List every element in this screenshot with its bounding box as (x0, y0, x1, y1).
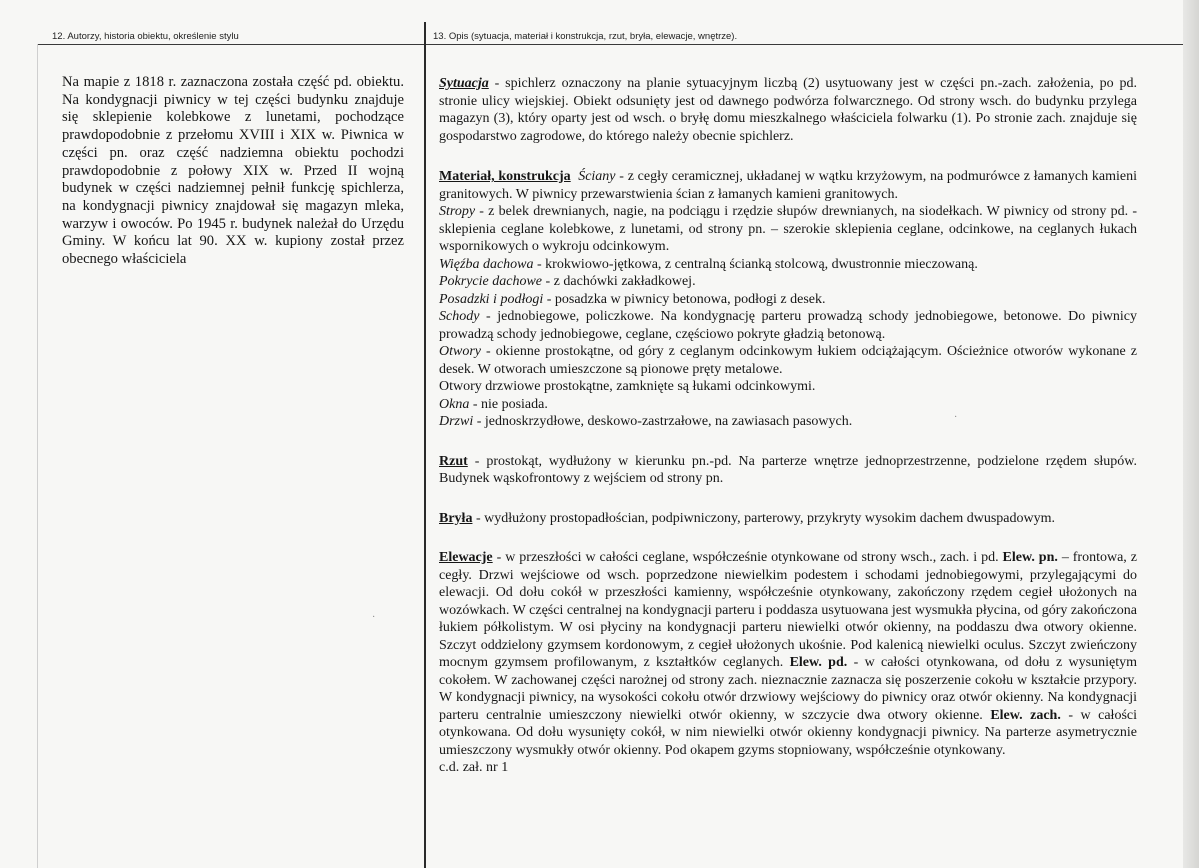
history-text: Na mapie z 1818 r. zaznaczona została część pd. obiektu. Na kondygnacji piwnicy w tej części budynku znajduje się sklepienie kolebkowe z lunetami, pochodzące prawdopodobnie z przełomu XVIII i XIX w. Piwnica w części pn. oraz część nadziemna obiektu pochodzi prawdopodobnie z połowy XIX w. Przed II wojną budynek w części nadziemnej pełnił funkcję spichlerza, na kondygnacji piwnicy znajdował się magazyn mleka, warzyw i owoców. Po 1945 r. budynek należał do Urzędu Gminy. W końcu lat 90. XX w. kupiony został przez obecnego właściciela (62, 74, 404, 268)
windows-paragraph (439, 396, 1137, 414)
elewacje-text-1: - w przeszłości w całości ceglane, współcześnie otynkowane od strony wsch., zach. i pd. (492, 550, 1003, 565)
material-paragraph (439, 168, 1137, 203)
rzut-heading: Rzut (439, 453, 468, 469)
door-openings-text: Otwory drzwiowe prostokątne, zamknięte są łukami odcinkowymi. (439, 379, 816, 394)
windows-label: Okna (439, 396, 470, 412)
elewacja-pd-label: Elew. pd. (789, 655, 848, 670)
roofing-label: Pokrycie dachowe (439, 274, 543, 289)
floors-paragraph (439, 291, 1137, 309)
floors-text: - posadzka w piwnicy betonowa, podłogi z desek. (543, 291, 826, 307)
elewacja-zach-label: Elew. zach. (990, 707, 1061, 723)
ceilings-text: - z belek drewnianych, nagie, na podciągu i rzędzie słupów drewnianych, na siodełkach. W piwnicy od strony pd. - sklepienia ceglane kolebkowe, z lunetami, od strony pn. – szerokie sklepienia ceglane, odcinkowe, na ceglanych łukach wspornikowych o wykroju odcinkowym. (439, 204, 1137, 254)
elewacje-heading: Elewacje (439, 550, 493, 565)
table-left-rule (37, 44, 38, 868)
doors-paragraph (439, 413, 1137, 431)
door-openings-paragraph (439, 378, 1137, 396)
scan-speck: · (372, 612, 376, 623)
rzut-text: - prostokąt, wydłużony w kierunku pn.-pd. Na parterze wnętrze jednoprzestrzenne, podzielone rzędem słupów. Budynek wąskofrontowy z wejściem od strony pn. (439, 453, 1137, 486)
stairs-label: Schody (439, 309, 480, 324)
doors-text: - jednoskrzydłowe, deskowo-zastrzałowe, na zawiasach pasowych. (473, 414, 853, 429)
section-header-description: 13. Opis (sytuacja, materiał i konstrukcja, rzut, bryła, elewacje, wnętrze). (433, 31, 738, 42)
stairs-text: - jednobiegowe, policzkowe. Na kondygnację parteru prowadzą schody jednobiegowe, betonowe. Do piwnicy prowadzą schody jednobiegowe, ceglane, częściowo pokryte gładzią betonową. (439, 309, 1137, 342)
sytuacja-heading: Sytuacja (439, 76, 489, 91)
roof-truss-paragraph (439, 256, 1137, 274)
sytuacja-text: - spichlerz oznaczony na planie sytuacyjnym liczbą (2) usytuowany jest w części pn.-zach. założenia, po pd. stronie ulicy wiejskiej. Obiekt odsunięty jest od dawnego podwórza folwarcznego. Od strony wsch. do budynku przylega magazyn (3), który oparty jest od wsch. o bryłę domu mieszkalnego właściciela folwarku (1). Po stronie zach. znajduje się gospodarstwo zagrodowe, do którego należy obecnie spichlerz. (439, 76, 1137, 144)
bryla-heading: Bryła (439, 510, 473, 526)
walls-label: Ściany (578, 169, 616, 184)
continued-note: c.d. zał. nr 1 (439, 760, 509, 775)
floors-label: Posadzki i podłogi (439, 291, 544, 307)
ceilings-label: Stropy (439, 204, 476, 219)
openings-text: - okienne prostokątne, od góry z ceglanym odcinkowym łukiem odciążającym. Ościeżnice otworów wykonane z desek. W otworach umieszczone są pionowe pręty metalowe. (439, 344, 1137, 377)
roofing-text: - z dachówki zakładkowej. (542, 274, 696, 289)
material-heading: Materiał, konstrukcja (439, 169, 571, 184)
elewacje-text-4: - w całości otynkowana. Od dołu wysunięty cokół, w nim niewielki otwór okienny kondygnacji piwnicy. Na parterze asymetrycznie umieszczony wysmukły otwór okienny. Pod okapem gzyms stopniowany, współcześnie otynkowany. (439, 707, 1138, 758)
roof-truss-label: Więźba dachowa (439, 256, 534, 272)
section-header-authors: 12. Autorzy, historia obiektu, określenie stylu (52, 31, 239, 42)
elewacje-paragraph (439, 549, 1137, 759)
elewacje-text-3: - w całości otynkowana, od dołu z wysuniętym cokołem. W zachowanej części narożnej od strony zach. nieznacznie zaznacza się poszerzenie cokołu w kształcie przypory. W kondygnacji piwnicy, na wysokości cokołu otwór drzwiowy wejściowy do piwnicy oraz otwór okienny. Na kondygnacji parteru centralnie umieszczony niewielki otwór okienny, w szczycie dwa otwory okienne. (439, 655, 1137, 723)
elewacja-pn-label: Elew. pn. (1002, 550, 1058, 565)
scan-speck: · (954, 412, 958, 423)
stairs-paragraph (439, 308, 1137, 343)
rzut-paragraph (439, 453, 1137, 488)
sytuacja-paragraph (439, 75, 1137, 145)
scan-edge-shadow (1183, 0, 1199, 868)
roof-truss-text: - krokwiowo-jętkowa, z centralną ścianką stolcową, dwustronnie mieczowaną. (533, 256, 978, 272)
roofing-paragraph (439, 273, 1137, 291)
bryla-text: - wydłużony prostopadłościan, podpiwniczony, parterowy, przykryty wysokim dachem dwuspadowym. (472, 510, 1056, 526)
openings-paragraph (439, 343, 1137, 378)
openings-label: Otwory (439, 344, 481, 359)
doors-label: Drzwi (439, 414, 474, 429)
windows-text: - nie posiada. (469, 396, 548, 412)
bryla-paragraph (439, 510, 1137, 528)
ceilings-paragraph (439, 203, 1137, 256)
walls-text: - z cegły ceramicznej, układanej w wątku krzyżowym, na podmurówce z łamanych kamieni granitowych. W piwnicy przewarstwienia ścian z łamanych kamieni granitowych. (439, 169, 1137, 202)
table-top-rule (37, 44, 1199, 45)
column-divider (424, 22, 426, 868)
description-text (439, 75, 1137, 777)
elewacje-text-2: – frontowa, z cegły. Drzwi wejściowe od wsch. poprzedzone niewielkim podestem i schodami jednobiegowymi, przylegającymi do elewacji. Od dołu cokół w przeszłości kamienny, współcześnie otynkowany, zakończony rzędem cegieł ułożonych na wozówkach. W części centralnej na kondygnacji parteru i poddasza usytuowana jest wysmukła płycina, od góry zakończona łukiem półkolistym. W osi płyciny na kondygnacji parteru niewielki otwór okienny, na poddaszu dwa otwory okienne. Szczyt oddzielony gzymsem kordonowym, z cegieł ułożonych ukośnie. Pod kalenicą niewielki oculus. Szczyt zwieńczony mocnym gzymsem profilowanym, z kształtków ceglanych. (439, 550, 1137, 670)
